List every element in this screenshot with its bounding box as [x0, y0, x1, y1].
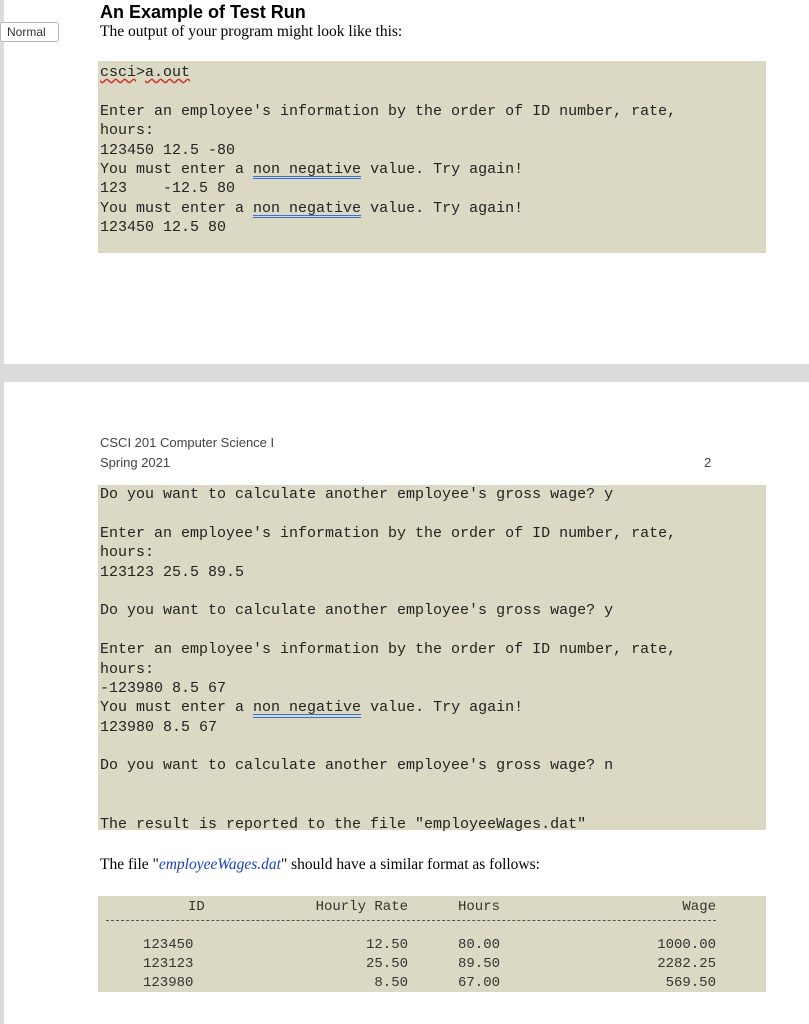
console-line: -123980 8.5 67 [100, 679, 227, 697]
console-line: 123450 12.5 -80 [100, 141, 236, 159]
console-error-line [100, 199, 766, 218]
console-line: 123450 12.5 80 [100, 219, 227, 237]
console-line: 123980 8.5 67 [100, 718, 218, 736]
error-suffix: value. Try again! [361, 699, 524, 717]
console-line: Enter an employee's information by the order of ID number, rate, [100, 524, 677, 542]
command-prefix: csci [100, 64, 137, 81]
table-cell-wage: 1000.00 [657, 937, 716, 953]
console-line: 123 -12.5 80 [100, 180, 236, 198]
table-cell-wage: 2282.25 [657, 956, 716, 972]
console-line: hours: [100, 544, 155, 562]
header-course: CSCI 201 Computer Science I [100, 435, 275, 450]
table-header-rate: Hourly Rate [315, 899, 408, 915]
error-term: non negative [253, 199, 362, 217]
table-cell-rate: 25.50 [365, 956, 408, 972]
table-cell-hours: 89.50 [458, 956, 501, 972]
error-suffix: value. Try again! [361, 199, 524, 217]
console-line: hours: [100, 660, 155, 678]
console-output-block-2 [98, 485, 766, 833]
file-para-prefix: The file " [100, 856, 159, 873]
table-cell-wage: 569.50 [665, 975, 716, 991]
console-line: Do you want to calculate another employee's gross wage? y [100, 602, 614, 620]
page-number: 2 [704, 455, 712, 470]
error-prefix: You must enter a [100, 699, 254, 717]
file-para-suffix: " should have a similar format as follows: [280, 856, 540, 873]
console-line: Do you want to calculate another employee's gross wage? y [100, 486, 614, 503]
error-prefix: You must enter a [100, 199, 254, 217]
header-term: Spring 2021 [100, 455, 171, 470]
console-line: Enter an employee's information by the order of ID number, rate, [100, 641, 677, 659]
command-separator: > [136, 64, 146, 81]
table-cell-rate: 12.50 [365, 937, 408, 953]
table-header-hours: Hours [458, 899, 501, 915]
console-command-line [100, 63, 766, 82]
error-prefix: You must enter a [100, 160, 254, 178]
console-error-line [100, 160, 766, 179]
paragraph-style-indicator[interactable]: Normal [0, 22, 59, 42]
console-result-line: The result is reported to the file "employeeWages.dat" [100, 815, 587, 833]
table-cell-id: 123123 [143, 956, 194, 972]
console-error-line [100, 698, 766, 717]
file-format-paragraph [100, 856, 540, 874]
table-cell-hours: 80.00 [458, 937, 501, 953]
table-cell-id: 123450 [143, 937, 194, 953]
section-heading: An Example of Test Run [100, 2, 306, 22]
console-output-block-1 [98, 61, 766, 253]
console-line: Do you want to calculate another employee's gross wage? n [100, 757, 614, 775]
console-line: 123123 25.5 89.5 [100, 563, 245, 581]
intro-paragraph: The output of your program might look like this: [100, 23, 403, 40]
table-cell-rate: 8.50 [374, 975, 408, 991]
console-line: Enter an employee's information by the order of ID number, rate, [100, 102, 677, 120]
error-term: non negative [253, 160, 362, 178]
wage-table [98, 896, 766, 992]
error-term: non negative [253, 699, 362, 717]
error-suffix: value. Try again! [361, 160, 524, 178]
table-divider [106, 920, 716, 921]
command-file: a.out [145, 64, 191, 81]
table-header-id: ID [188, 899, 205, 915]
table-cell-id: 123980 [143, 975, 194, 991]
console-line: hours: [100, 122, 155, 140]
file-name-link: employeeWages.dat [158, 856, 281, 873]
table-header-wage: Wage [682, 899, 716, 915]
table-cell-hours: 67.00 [458, 975, 501, 991]
